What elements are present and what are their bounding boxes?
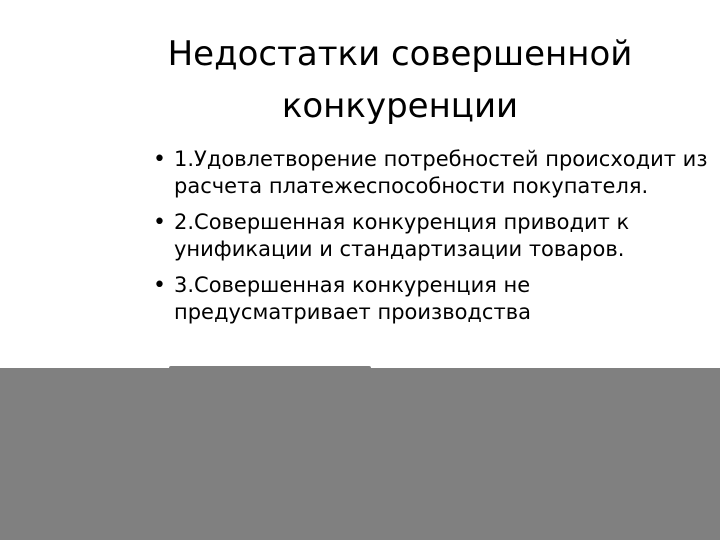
bullet-item xyxy=(150,146,710,200)
gray-overlay xyxy=(0,368,720,540)
slide-title: Недостатки совершенной конкуренции xyxy=(167,34,633,126)
bullet-list xyxy=(150,146,710,335)
bullet-text: 1.Удовлетворение потребностей происходит из расчета платежеспособности покупателя. xyxy=(174,147,708,198)
bullet-text: 3.Совершенная конкуренция не предусматривает производства xyxy=(174,273,531,324)
bullet-item xyxy=(150,272,710,326)
bullet-icon: • xyxy=(153,210,166,235)
bullet-text: 2.Совершенная конкуренция приводит к унификации и стандартизации товаров. xyxy=(174,210,630,261)
bullet-icon: • xyxy=(153,273,166,298)
bullet-item xyxy=(150,209,710,263)
bullet-icon: • xyxy=(153,147,166,172)
